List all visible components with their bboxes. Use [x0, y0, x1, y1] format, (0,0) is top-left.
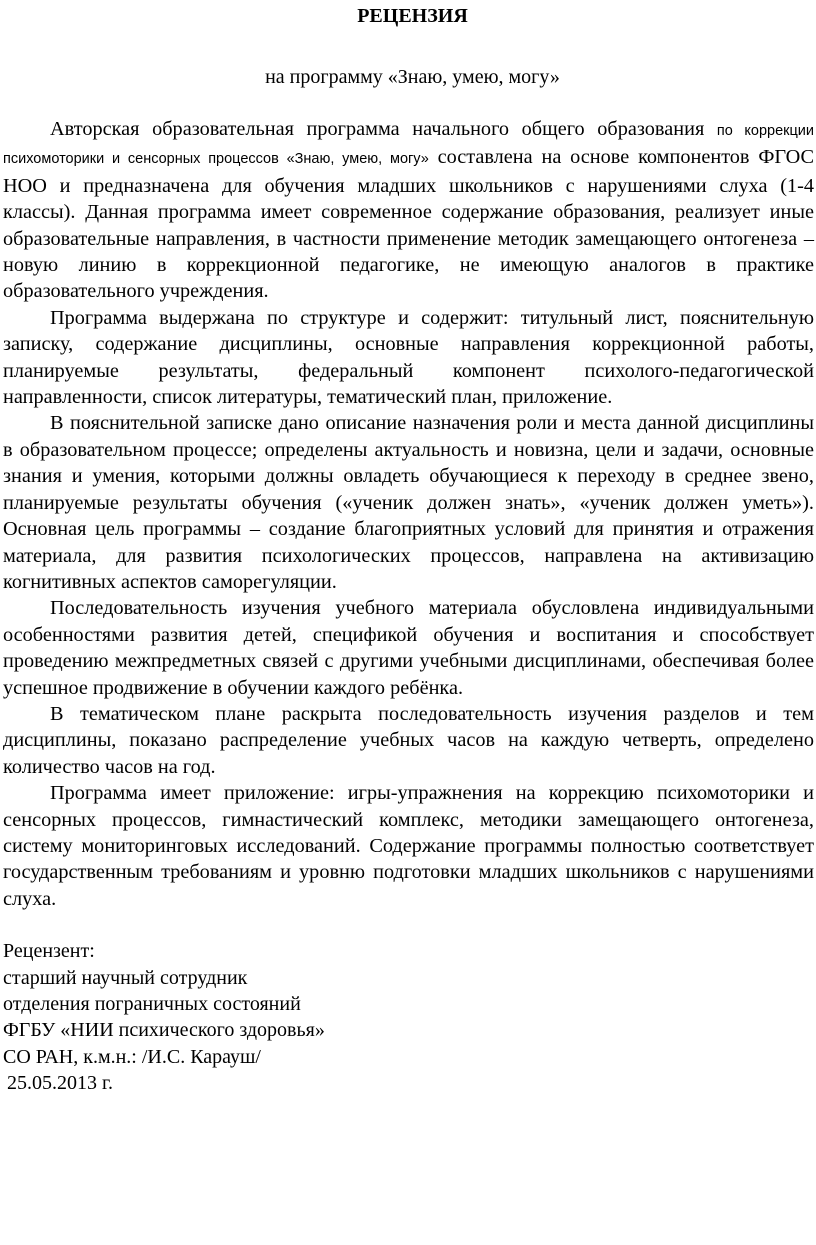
reviewer-position: старший научный сотрудник — [3, 966, 248, 989]
paragraph-1-start: Авторская образовательная программа начального общего образования — [50, 118, 717, 140]
reviewer-signature: /И.С. Карауш/ — [141, 1045, 261, 1068]
paragraph-6: Программа имеет приложение: игры-упражнения на коррекцию психомоторики и сенсорных процессов, гимнастический комплекс, методики замещающего онтогенеза, систему мониторинговых исследований. Содержание программы полностью соответствует государственным требованиям и уровню подготовки младших школьников с нарушениями слуха. — [3, 782, 814, 910]
review-date: 25.05.2013 г. — [7, 1072, 113, 1095]
document-title: РЕЦЕНЗИЯ — [357, 5, 468, 27]
paragraph-4: Последовательность изучения учебного материала обусловлена индивидуальными особенностями развития детей, спецификой обучения и воспитания и способствует проведению межпредметных связей с другими учебными дисциплинами, обеспечивая более успешное продвижение в обучении каждого ребёнка. — [3, 597, 814, 699]
reviewer-institution: ФГБУ «НИИ психического здоровья» — [3, 1019, 325, 1042]
paragraph-5: В тематическом плане раскрыта последовательность изучения разделов и тем дисциплины, показано распределение учебных часов на каждую четверть, определено количество часов на год. — [3, 702, 814, 778]
reviewer-label: Рецензент: — [3, 940, 95, 963]
paragraph-2: Программа выдержана по структуре и содержит: титульный лист, пояснительную записку, содержание дисциплины, основные направления коррекционной работы, планируемые результаты, федеральный компонент психолого-педагогической направленности, список литературы, тематический план, приложение. — [3, 306, 814, 409]
reviewer-department: отделения пограничных состояний — [3, 993, 301, 1015]
reviewer-block — [3, 938, 814, 1096]
paragraph-3: В пояснительной записке дано описание назначения роли и места данной дисциплины в образовательном процессе; определены актуальность и новизна, цели и задачи, основные знания и умения, которыми должны овладеть обучающиеся к переходу в среднее звено, планируемые результаты обучения («ученик должен знать», «ученик должен уметь»). Основная цель программы – создание благоприятных условий для принятия и отражения материала, для развития психологических процессов, направлена на активизацию когнитивных аспектов саморегуляции. — [3, 412, 814, 593]
signature-row — [3, 1044, 776, 1070]
paragraph-1-insert: по коррекции психомоторики и сенсорных процессов «Знаю, умею, могу» — [3, 123, 814, 168]
paragraph-1 — [3, 116, 814, 305]
document-body — [3, 116, 814, 912]
document-subtitle: на программу «Знаю, умею, могу» — [265, 66, 560, 88]
paragraph-1-end: составлена на основе компонентов ФГОС НОО и предназначена для обучения младших школьников с нарушениями слуха (1-4 классы). Данная программа имеет современное содержание образования, реализует иные образовательные направления, в частности применение методик замещающего онтогенеза – новую линию в коррекционной педагогике, не имеющую аналогов в практике образовательного учреждения. — [3, 146, 814, 303]
reviewer-affiliation: СО РАН, к.м.н.: — [3, 1045, 137, 1068]
